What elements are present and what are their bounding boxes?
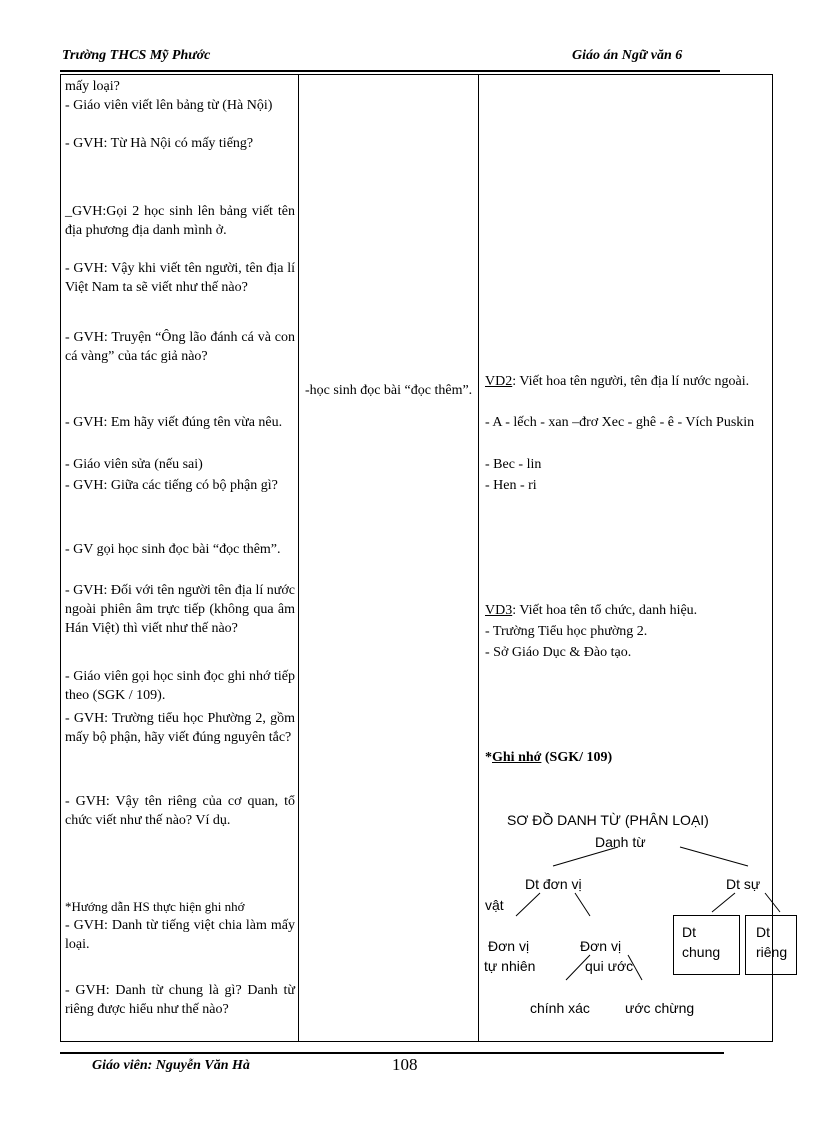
col1-line: - GVH: Em hãy viết đúng tên vừa nêu. (65, 415, 283, 430)
col1-line: - GVH: Vậy tên riêng của cơ quan, tổ chức viết như thế nào? Ví dụ. (65, 794, 295, 828)
node-dt-rieng-line2: riêng (756, 944, 788, 960)
col1-line: mấy loại? (65, 79, 120, 94)
node-uoc-chung: ước chừng (625, 1000, 695, 1016)
col1-line: - GV gọi học sinh đọc bài “đọc thêm”. (65, 542, 281, 557)
col1-line: *Hướng dẫn HS thực hiện ghi nhớ (65, 899, 245, 914)
node-dt-su: Dt sự (726, 876, 761, 892)
col1-line: - GVH: Trường tiểu học Phường 2, gồm mấy bộ phận, hãy viết đúng nguyên tắc? (65, 711, 295, 745)
node-don-vi-tu-nhien-line1: Đơn vị (488, 938, 530, 954)
footer-teacher: Giáo viên: Nguyễn Văn Hà (92, 1058, 250, 1073)
node-don-vi-qui-uoc-line2: qui ước (585, 958, 634, 974)
node-dt-chung-line2: chung (682, 944, 721, 960)
col1-line: - GVH: Danh từ tiếng việt chia làm mấy loại. (65, 918, 295, 952)
header-subject: Giáo án Ngữ văn 6 (572, 48, 683, 63)
vd3-label: VD3 (485, 603, 513, 618)
node-dt-don-vi: Dt đơn vị (525, 876, 582, 892)
vd2-item: - A - lếch - xan –đrơ Xec - ghê - ê - Vích Puskin (485, 415, 755, 430)
node-dt-rieng-box (745, 915, 797, 975)
node-chinh-xac: chính xác (530, 1000, 590, 1016)
node-dt-chung-box (673, 915, 740, 975)
diagram-title: SƠ ĐỒ DANH TỪ (PHÂN LOẠI) (507, 812, 709, 828)
header-school: Trường THCS Mỹ Phước (62, 48, 211, 63)
vd2-item: - Hen - ri (485, 478, 537, 493)
ghi-nho-ref: (SGK/ 109) (541, 750, 613, 765)
ghi-nho-star: * (485, 750, 492, 765)
col1-line: _GVH:Gọi 2 học sinh lên bảng viết tên địa phương địa danh mình ở. (65, 204, 295, 238)
col1-line: - GVH: Từ Hà Nội có mấy tiếng? (65, 136, 254, 151)
node-dt-chung-line1: Dt (682, 924, 696, 940)
vd2-item: - Bec - lin (485, 457, 542, 472)
col1-line: - GVH: Truyện “Ông lão đánh cá và con cá vàng” của tác giả nào? (65, 330, 295, 364)
col1-line: - Giáo viên gọi học sinh đọc ghi nhớ tiếp theo (SGK / 109). (65, 669, 295, 703)
vd2-label: VD2 (485, 374, 513, 389)
col1-line: - GVH: Đối với tên người tên địa lí nước ngoài phiên âm trực tiếp (không qua âm Hán Việt) thì viết như thế nào? (65, 583, 295, 636)
footer-rule (60, 1052, 724, 1054)
node-don-vi-tu-nhien-line2: tự nhiên (484, 958, 536, 974)
vd3-item: - Trường Tiểu học phường 2. (485, 624, 648, 639)
vd2-text: : Viết hoa tên người, tên địa lí nước ngoài. (512, 374, 750, 389)
vd3-item: - Sở Giáo Dục & Đào tạo. (485, 645, 632, 660)
connector-line (516, 893, 540, 916)
col1-line: - GVH: Danh từ chung là gì? Danh từ riêng được hiểu như thế nào? (65, 983, 295, 1017)
ghi-nho-label: Ghi nhớ (492, 750, 542, 765)
node-don-vi-qui-uoc-line1: Đơn vị (580, 938, 622, 954)
connector-line (575, 893, 590, 916)
node-danh-tu: Danh từ (595, 834, 646, 850)
col1-line: - Giáo viên sửa (nếu sai) (65, 457, 203, 472)
connector-line (712, 893, 735, 912)
col1-line: - GVH: Giữa các tiếng có bộ phận gì? (65, 478, 278, 493)
connector-line (680, 847, 748, 866)
col1-line: - GVH: Vậy khi viết tên người, tên địa lí Việt Nam ta sẽ viết như thế nào? (65, 261, 295, 295)
col2-line: -học sinh đọc bài “đọc thêm”. (305, 383, 473, 398)
connector-line (765, 893, 780, 912)
vd3-text: : Viết hoa tên tổ chức, danh hiệu. (512, 603, 698, 618)
col1-line: - Giáo viên viết lên bảng từ (Hà Nội) (65, 98, 273, 113)
node-vat: vật (485, 897, 504, 913)
page-number: 108 (392, 1055, 418, 1074)
node-dt-rieng-line1: Dt (756, 924, 770, 940)
